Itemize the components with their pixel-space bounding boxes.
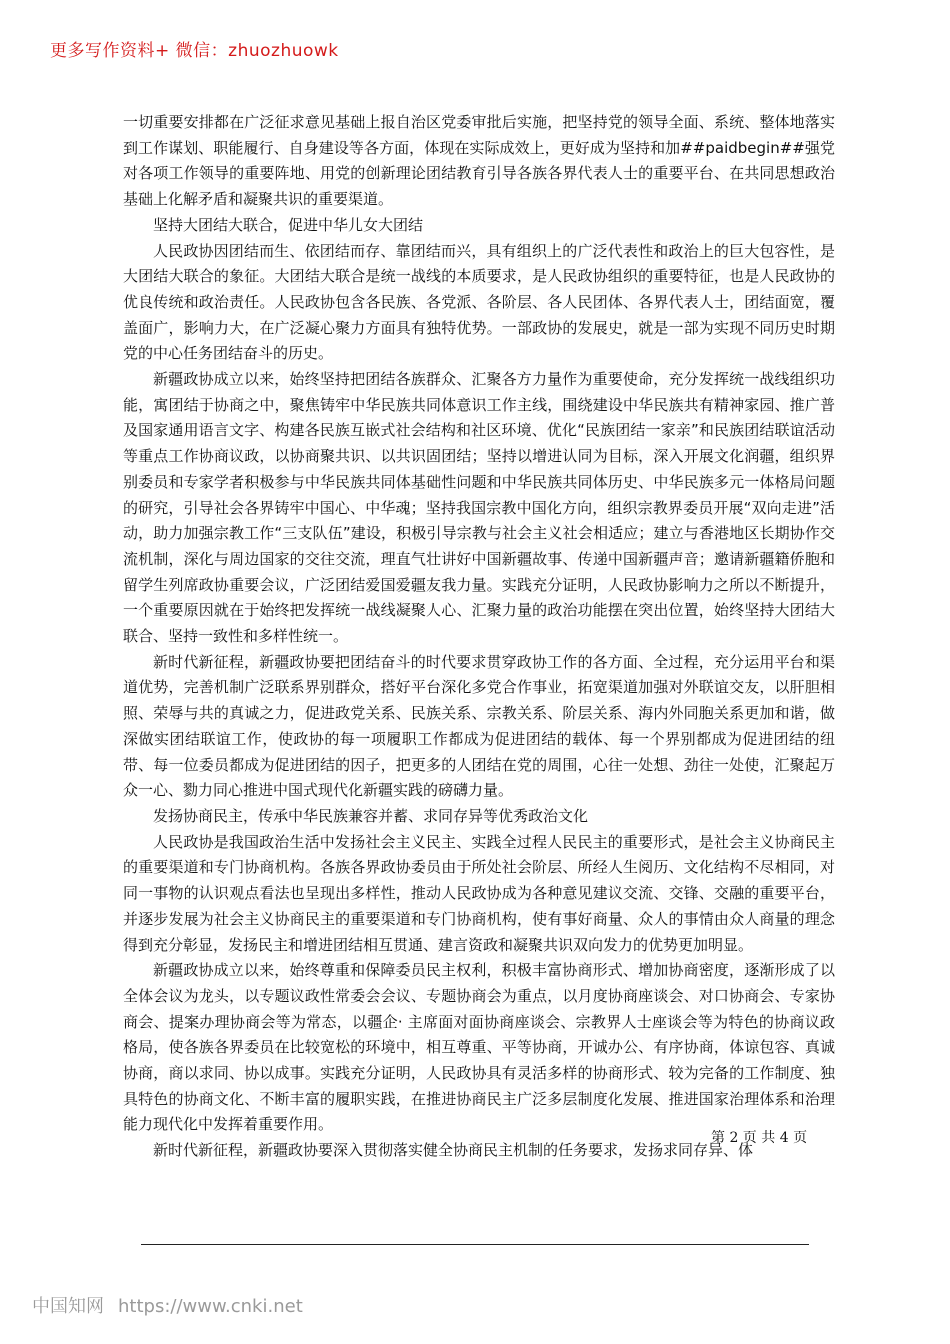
- paragraph: 新时代新征程，新疆政协要把团结奋斗的时代要求贯穿政协工作的各方面、全过程，充分运用平台和渠道优势，完善机制广泛联系界别群众，搭好平台深化多党合作事业，拓宽渠道加强对外联谊交友，以肝胆相照、荣辱与共的真诚之力，促进政党关系、民族关系、宗教关系、阶层关系、海内外同胞关系更加和谐，做深做实团结联谊工作，使政协的每一项履职工作都成为促进团结的载体、每一个界别都成为促进团结的纽带、每一位委员都成为促进团结的因子，把更多的人团结在党的周围，心往一处想、劲往一处使，汇聚起万众一心、勠力同心推进中国式现代化新疆实践的磅礴力量。: [123, 652, 835, 800]
- paragraph: 新疆政协成立以来，始终尊重和保障委员民主权利，积极丰富协商形式、增加协商密度，逐渐形成了以全体会议为龙头，以专题议政性常委会会议、专题协商会为重点，以月度协商座谈会、对口协商会、专家协商会、提案办理协商会等为常态，以疆企· 主席面对面协商座谈会、宗教界人士座谈会等为特色的协商议政格局，使各族各界委员在比较宽松的环境中，相互尊重、平等协商，开诚办公、有序协商，体谅包容、真诚协商，商以求同、协以成事。实践充分证明，人民政协具有灵活多样的协商形式、较为完备的工作制度、独具特色的协商文化、不断丰富的履职实践，在推进协商民主广泛多层制度化发展、推进国家治理体系和治理能力现代化中发挥着重要作用。: [123, 961, 835, 1134]
- paragraph: 新时代新征程，新疆政协要深入贯彻落实健全协商民主机制的任务要求，发扬求同存异、体: [153, 1141, 754, 1160]
- section-heading: 发扬协商民主，传承中华民族兼容并蓄、求同存异等优秀政治文化: [153, 806, 589, 825]
- article-body: [123, 110, 835, 1164]
- section-heading: 坚持大团结大联合，促进中华儿女大团结: [153, 215, 424, 234]
- promo-header: 更多写作资料+ 微信：zhuozhuowk: [50, 41, 339, 61]
- paragraph: 人民政协因团结而生、依团结而存、靠团结而兴，具有组织上的广泛代表性和政治上的巨大包容性，是大团结大联合的象征。大团结大联合是统一战线的本质要求，是人民政协组织的重要特征，也是人民政协的优良传统和政治责任。人民政协包含各民族、各党派、各阶层、各人民团体、各界代表人士，团结面宽，覆盖面广，影响力大，在广泛凝心聚力方面具有独特优势。一部政协的发展史，就是一部为实现不同历史时期党的中心任务团结奋斗的历史。: [123, 241, 835, 363]
- watermark-name: 中国知网: [32, 1296, 104, 1317]
- page-number: 第 2 页 共 4 页: [711, 1130, 808, 1146]
- paragraph: 一切重要安排都在广泛征求意见基础上报自治区党委审批后实施，把坚持党的领导全面、系统、整体地落实到工作谋划、职能履行、自身建设等各方面，体现在实际成效上，更好成为坚持和加##paidbegin##强党对各项工作领导的重要阵地、用党的创新理论团结教育引导各族各界代表人士的重要平台、在共同思想政治基础上化解矛盾和凝聚共识的重要渠道。: [123, 113, 835, 209]
- watermark-url: https://www.cnki.net: [118, 1296, 303, 1317]
- paragraph: 人民政协是我国政治生活中发扬社会主义民主、实践全过程人民民主的重要形式，是社会主义协商民主的重要渠道和专门协商机构。各族各界政协委员由于所处社会阶层、所经人生阅历、文化结构不尽相同，对同一事物的认识观点看法也呈现出多样性，推动人民政协成为各种意见建议交流、交锋、交融的重要平台，并逐步发展为社会主义协商民主的重要渠道和专门协商机构，使有事好商量、众人的事情由众人商量的理念得到充分彰显，发扬民主和增进团结相互贯通、建言资政和凝聚共识双向发力的优势更加明显。: [123, 832, 835, 954]
- paragraph: 新疆政协成立以来，始终坚持把团结各族群众、汇聚各方力量作为重要使命，充分发挥统一战线组织功能，寓团结于协商之中，聚焦铸牢中华民族共同体意识工作主线，围绕建设中华民族共有精神家园、推广普及国家通用语言文字、构建各民族互嵌式社会结构和社区环境、优化“民族团结一家亲”和民族团结联谊活动等重点工作协商议政，以协商聚共识、以共识固团结；坚持以增进认同为目标，深入开展文化润疆，组织界别委员和专家学者积极参与中华民族共同体基础性问题和中华民族共同体历史、中华民族多元一体格局问题的研究，引导社会各界铸牢中国心、中华魂；坚持我国宗教中国化方向，组织宗教界委员开展“双向走进”活动，助力加强宗教工作“三支队伍”建设，积极引导宗教与社会主义社会相适应；建立与香港地区长期协作交流机制，深化与周边国家的交往交流，理直气壮讲好中国新疆故事、传递中国新疆声音；邀请新疆籍侨胞和留学生列席政协重要会议，广泛团结爱国爱疆友我力量。实践充分证明，人民政协影响力之所以不断提升，一个重要原因就在于始终把发挥统一战线凝聚人心、汇聚力量的政治功能摆在突出位置，始终坚持大团结大联合、坚持一致性和多样性统一。: [123, 370, 835, 646]
- cnki-watermark: [32, 1292, 303, 1318]
- footer-divider: [141, 1244, 809, 1245]
